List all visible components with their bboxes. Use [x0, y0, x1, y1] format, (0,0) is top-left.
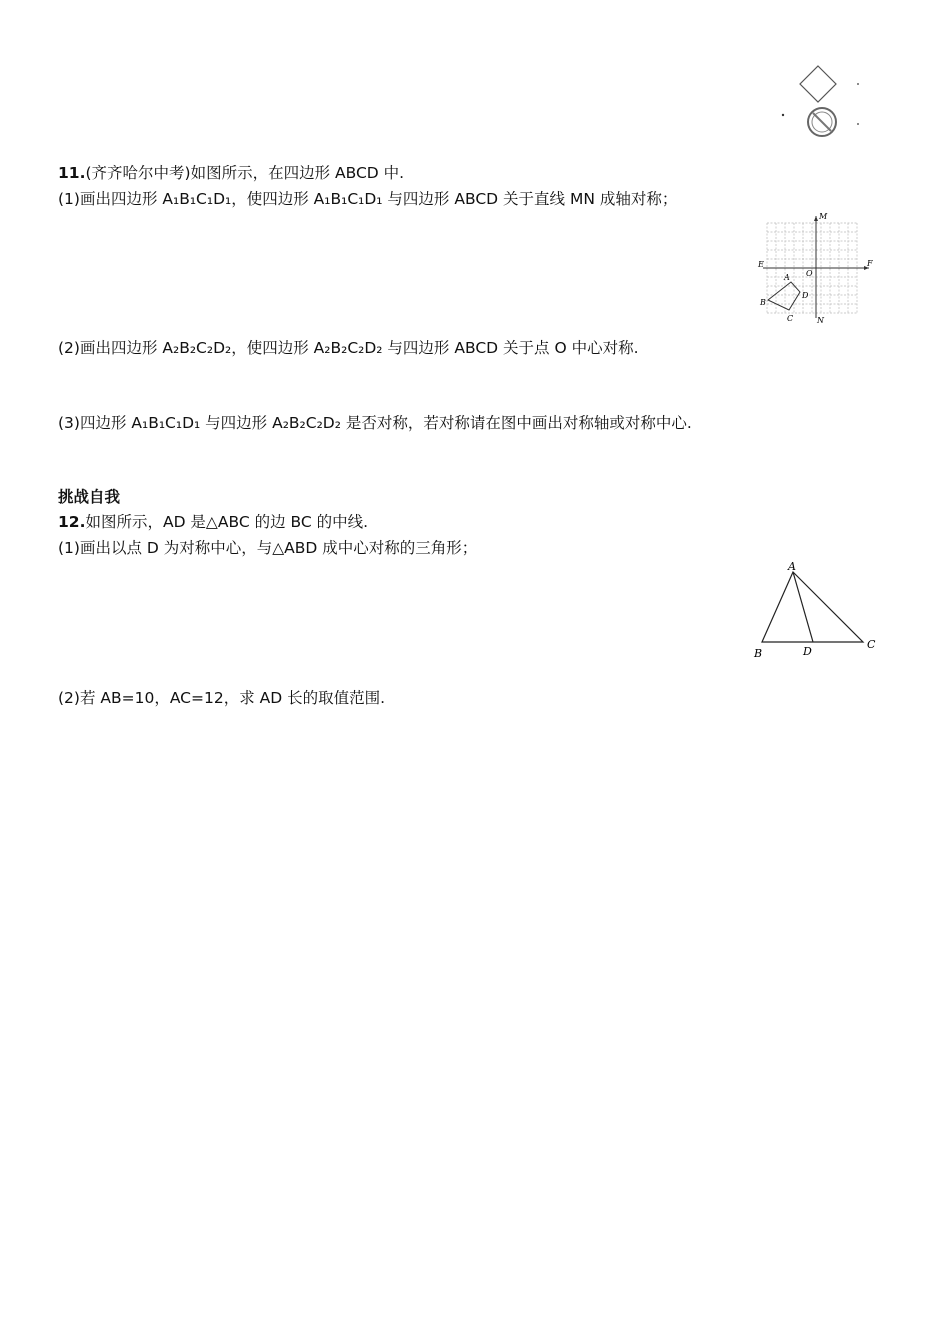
- label-f: F: [867, 259, 873, 268]
- q12-part1: (1)画出以点 D 为对称中心，与△ABD 成中心对称的三角形；: [58, 539, 478, 557]
- label-m: M: [819, 212, 828, 221]
- triangle-abc: [762, 572, 863, 642]
- label-n: N: [817, 316, 824, 325]
- challenge-heading: 挑战自我: [58, 488, 121, 506]
- q12-intro: [58, 512, 368, 532]
- label-d: D: [802, 291, 809, 300]
- label-a: A: [788, 560, 796, 573]
- q11-part1: (1)画出四边形 A₁B₁C₁D₁，使四边形 A₁B₁C₁D₁ 与四边形 ABCD 关于直线 MN 成轴对称；: [58, 190, 678, 208]
- diamond-shape-icon: [800, 66, 836, 102]
- q12-intro-text: 如图所示，AD 是△ABC 的边 BC 的中线.: [85, 513, 369, 531]
- q11-number: 11.: [58, 164, 86, 182]
- top-shapes-figure: [780, 60, 870, 140]
- quadrilateral-abcd: [768, 282, 800, 310]
- label-e: E: [758, 260, 764, 269]
- label-b: B: [760, 298, 766, 307]
- q12-part2: (2)若 AB=10，AC=12，求 AD 长的取值范围.: [58, 689, 386, 707]
- q11-intro: [58, 163, 404, 183]
- q12-number: 12.: [58, 513, 86, 531]
- label-b: B: [754, 647, 763, 660]
- label-c: C: [787, 314, 794, 323]
- q11-part2: (2)画出四边形 A₂B₂C₂D₂，使四边形 A₂B₂C₂D₂ 与四边形 ABCD 关于点 O 中心对称.: [58, 339, 639, 357]
- q11-part3: (3)四边形 A₁B₁C₁D₁ 与四边形 A₂B₂C₂D₂ 是否对称，若对称请在图中画出对称轴或对称中心.: [58, 414, 692, 432]
- label-c: C: [867, 638, 876, 651]
- q11-grid-figure: [755, 210, 880, 325]
- label-d: D: [803, 645, 812, 658]
- label-o: O: [806, 269, 813, 278]
- q12-triangle-figure: [745, 558, 885, 663]
- label-a: A: [784, 273, 790, 282]
- q11-intro-text: (齐齐哈尔中考)如图所示，在四边形 ABCD 中.: [85, 164, 405, 182]
